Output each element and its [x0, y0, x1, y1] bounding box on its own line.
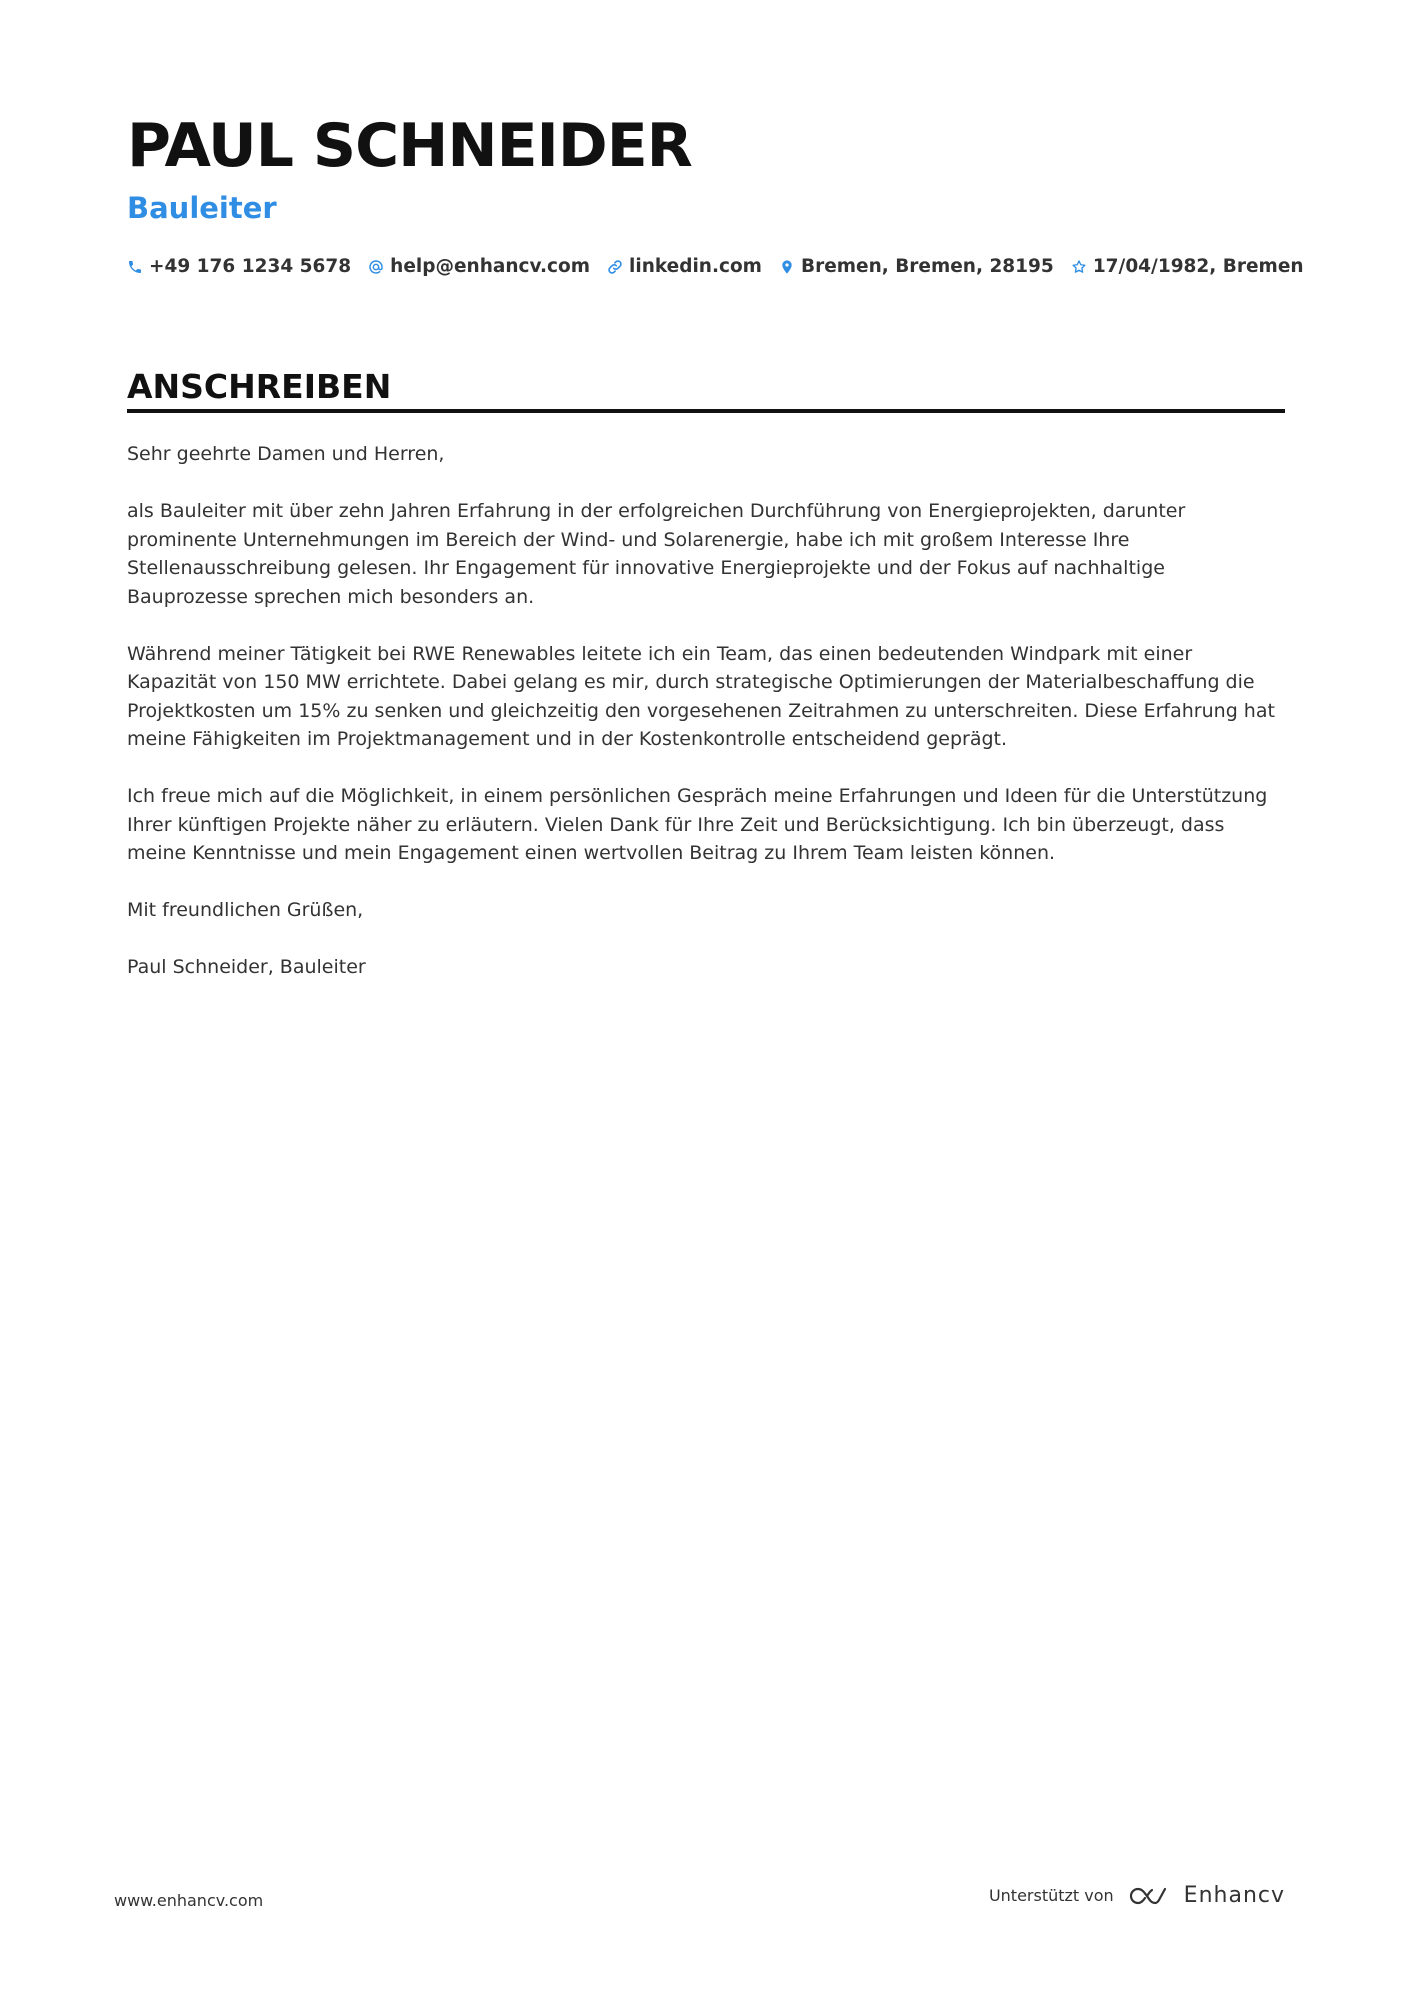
section-divider: [127, 409, 1285, 413]
letter-paragraph: Während meiner Tätigkeit bei RWE Renewables leitete ich ein Team, das einen bedeutenden Windpark mit einer Kapazität von 150 MW errichtete. Dabei gelang es mir, durch strategische Optimierungen der Materialbeschaffung die Projektkosten um 15% zu senken und gleichzeitig den vorgesehenen Zeitrahmen zu unterschreiten. Diese Erfahrung hat meine Fähigkeiten im Projektmanagement und in der Kostenkontrolle entscheidend geprägt.: [127, 642, 1275, 750]
letter-paragraph: Ich freue mich auf die Möglichkeit, in einem persönlichen Gespräch meine Erfahrungen und Ideen für die Unterstützung Ihrer künftigen Projekte näher zu erläutern. Vielen Dank für Ihre Zeit und Berücksichtigung. Ich bin überzeugt, dass meine Kenntnisse und mein Engagement einen wertvollen Beitrag zu Ihrem Team leisten können.: [127, 785, 1268, 864]
letter-salutation: Sehr geehrte Damen und Herren,: [127, 443, 445, 465]
footer-url[interactable]: www.enhancv.com: [114, 1891, 264, 1910]
enhancv-logo-icon: [1126, 1883, 1172, 1909]
star-icon: [1071, 259, 1087, 275]
phone-icon: [127, 259, 143, 275]
contact-linkedin[interactable]: [607, 254, 762, 280]
contact-email-text: help@enhancv.com: [390, 256, 591, 277]
letter-paragraph: als Bauleiter mit über zehn Jahren Erfahrung in der erfolgreichen Durchführung von Energieprojekten, darunter prominente Unternehmungen im Bereich der Wind- und Solarenergie, habe ich mit großem Interesse Ihre Stellenausschreibung gelesen. Ihr Engagement für innovative Energieprojekte und der Fokus auf nachhaltige Bauprozesse sprechen mich besonders an.: [127, 500, 1186, 608]
applicant-name: PAUL SCHNEIDER: [127, 111, 692, 181]
location-pin-icon: [779, 259, 795, 275]
contact-birth-text: 17/04/1982, Bremen: [1092, 256, 1304, 277]
at-icon: [368, 259, 384, 275]
letter-closing: Mit freundlichen Grüßen,: [127, 899, 364, 921]
contact-location: [779, 254, 1054, 280]
contact-linkedin-text: linkedin.com: [629, 256, 762, 277]
contact-phone[interactable]: [127, 254, 351, 280]
section-heading: ANSCHREIBEN: [127, 367, 392, 406]
powered-by-label: Unterstützt von: [988, 1886, 1114, 1905]
contact-email[interactable]: [368, 254, 590, 280]
job-title: Bauleiter: [127, 191, 277, 225]
link-icon: [607, 259, 623, 275]
brand-name: Enhancv: [1183, 1883, 1285, 1908]
contact-birth: [1071, 254, 1304, 280]
contact-phone-text: +49 176 1234 5678: [149, 256, 352, 277]
letter-signature: Paul Schneider, Bauleiter: [127, 956, 366, 978]
footer-brand[interactable]: [989, 1883, 1285, 1909]
contact-bar: [127, 253, 1321, 281]
letter-body: [127, 440, 1287, 1010]
contact-location-text: Bremen, Bremen, 28195: [800, 256, 1054, 277]
